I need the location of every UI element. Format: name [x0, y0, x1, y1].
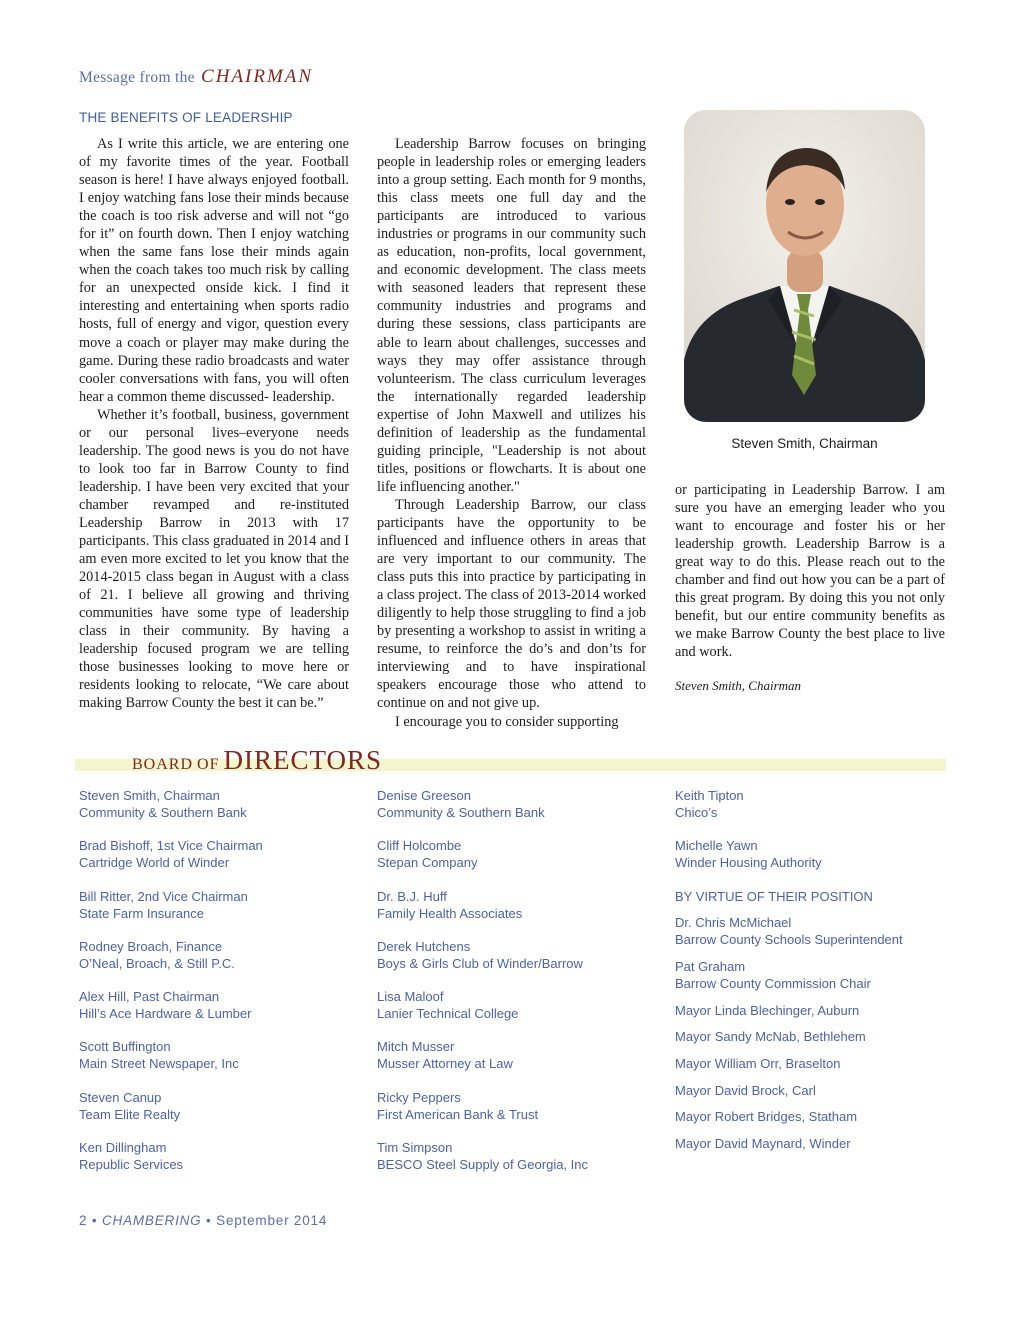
directors-column-2 [377, 787, 588, 1189]
article-signature: Steven Smith, Chairman [675, 678, 802, 694]
article-paragraph: Leadership Barrow focuses on bringing people in leadership roles or emerging leaders into a group setting. Each month for 9 months, this class meets one full day and the participants are introduced to various industries or programs in our community such as education, non-profits, local government, and economic development. The class meets with seasoned leaders that represent these community industries and programs and during these sessions, class participants are able to learn about challenges, successes and ways they may offer assistance through volunteerism. The class curriculum leverages the internationally regarded leadership expertise of John Maxwell and utilizes his definition of leadership as the fundamental guiding principle, "Leadership is not about titles, positions or flowcharts. It is about one life influencing another." [377, 136, 646, 495]
page-header [79, 66, 313, 88]
director-name: Cliff Holcombe [377, 838, 462, 854]
director-entry [79, 1139, 263, 1189]
footer-separator: • [91, 1213, 98, 1228]
director-name: Steven Smith, Chairman [79, 788, 220, 803]
board-title [132, 745, 382, 776]
director-name: Tim Simpson [377, 1140, 453, 1156]
director-entry [675, 837, 903, 887]
portrait-caption: Steven Smith, Chairman [731, 436, 878, 451]
board-title-word: BOARD [132, 756, 194, 773]
director-entry [377, 787, 588, 837]
article-paragraph: As I write this article, we are entering one of my favorite times of the year. Football season is here! I have always enjoyed football. I enjoy watching fans lose their minds because the coach is too risk adverse and will not “go for it” on fourth down. Then I enjoy watching when the same fans lose their minds again when the coach takes too much risk by calling for an unexpected onside kick. I find it interesting and entertaining when sports radio hosts, full of energy and vigor, question every move a coach or player may make during the game. During these radio broadcasts and water cooler conversations with fans, you will often hear a common theme discussed- leadership. [79, 136, 349, 405]
director-org: Republic Services [79, 1157, 184, 1173]
position-entry: Mayor Sandy McNab, Bethlehem [675, 1029, 866, 1045]
director-name: Lisa Maloof [377, 989, 444, 1005]
position-entry [675, 958, 903, 1002]
position-entry: Mayor Linda Blechinger, Auburn [675, 1002, 860, 1018]
position-org: Barrow County Schools Superintendent [675, 931, 903, 947]
director-entry [79, 1038, 263, 1088]
directors-column-3 [675, 787, 903, 1162]
header-main: CHAIRMAN [201, 66, 314, 87]
article-paragraph: Whether it’s football, business, government or our personal lives–everyone needs leadership. The good news is you do not have to look too far in Barrow County to find leadership. I have been very excited that your chamber revamped and re-instituted Leadership Barrow in 2013 with 17 participants. This class graduated in 2014 and I am even more excited to let you know that the 2014-2015 class began in August with a class of 21. I believe all growing and thriving communities have some type of leadership class in their community. By having a leadership focused program we are telling those businesses looking to move here or residents looking to relocate, “We care about making Barrow County the best it can be.” [79, 406, 349, 712]
director-org: Stepan Company [377, 855, 478, 871]
page-footer [79, 1213, 327, 1228]
position-entry: Mayor David Brock, Carl [675, 1082, 816, 1098]
director-org: BESCO Steel Supply of Georgia, Inc [377, 1157, 588, 1173]
article-column-2 [377, 135, 646, 731]
director-entry [377, 888, 588, 938]
director-entry [79, 1089, 263, 1139]
director-name: Ricky Peppers [377, 1089, 461, 1105]
director-name: Ken Dillingham [79, 1140, 167, 1156]
director-org: Cartridge World of Winder [79, 855, 230, 871]
position-org: Barrow County Commission Chair [675, 975, 871, 991]
director-entry [377, 988, 588, 1038]
header-sub: Message from the [79, 69, 195, 86]
footer-separator: • [206, 1213, 212, 1228]
director-entry [377, 1038, 588, 1088]
directors-column-1 [79, 787, 263, 1189]
board-title-word: DIRECTORS [223, 745, 382, 775]
director-name: Steven Canup [79, 1089, 162, 1105]
director-org: Main Street Newspaper, Inc [79, 1056, 239, 1072]
director-org: Team Elite Realty [79, 1106, 181, 1122]
director-entry [377, 1089, 588, 1139]
director-entry [377, 1139, 588, 1189]
director-name: Mitch Musser [377, 1039, 455, 1055]
position-entry: Mayor William Orr, Braselton [675, 1055, 841, 1071]
position-entry: Mayor David Maynard, Winder [675, 1136, 851, 1152]
director-org: Family Health Associates [377, 905, 523, 921]
director-org: Boys & Girls Club of Winder/Barrow [377, 955, 583, 971]
director-entry [79, 938, 263, 988]
director-org: Winder Housing Authority [675, 855, 822, 871]
magazine-name: CHAMBERING [101, 1213, 202, 1228]
article-paragraph: I encourage you to consider supporting [395, 713, 619, 730]
position-name: Dr. Chris McMichael [675, 914, 792, 930]
page-number: 2 [79, 1213, 88, 1228]
director-org: O’Neal, Broach, & Still P.C. [79, 955, 235, 971]
director-entry [79, 988, 263, 1038]
article-paragraph: Through Leadership Barrow, our class participants have the opportunity to be influenced and influence others in areas that are very important to our community. The class puts this into practice by participating in a class project. The class of 2013-2014 worked diligently to help those struggling to find a job by presenting a workshop to assist in writing a resume, to reinforce the do’s and don’ts for interviewing and to have inspirational speakers encourage those who attend to continue on and not give up. [377, 496, 646, 712]
position-entry [675, 914, 903, 958]
director-entry [377, 837, 588, 887]
position-heading: BY VIRTUE OF THEIR POSITION [675, 888, 873, 904]
director-name: Keith Tipton [675, 788, 744, 803]
director-org: Community & Southern Bank [79, 805, 247, 820]
article-column-1 [79, 135, 349, 713]
director-org: Musser Attorney at Law [377, 1056, 513, 1072]
portrait-photo [684, 110, 925, 422]
position-entry: Mayor Robert Bridges, Statham [675, 1109, 858, 1125]
board-title-word: OF [197, 756, 220, 773]
issue-date: September 2014 [216, 1213, 328, 1228]
position-name: Pat Graham [675, 958, 746, 974]
director-name: Denise Greeson [377, 788, 471, 803]
director-org: Community & Southern Bank [377, 805, 545, 820]
director-org: First American Bank & Trust [377, 1106, 539, 1122]
director-entry [79, 888, 263, 938]
director-org: Lanier Technical College [377, 1006, 519, 1022]
director-name: Scott Buffington [79, 1039, 171, 1055]
director-entry [675, 787, 903, 837]
director-entry [79, 837, 263, 887]
director-name: Derek Hutchens [377, 938, 471, 954]
director-name: Michelle Yawn [675, 838, 758, 854]
article-title: THE BENEFITS OF LEADERSHIP [79, 110, 293, 125]
chairman-portrait [684, 110, 925, 422]
director-org: State Farm Insurance [79, 905, 204, 921]
director-name: Dr. B.J. Huff [377, 888, 447, 904]
director-entry [79, 787, 263, 837]
article-paragraph: or participating in Leadership Barrow. I am sure you have an emerging leader who you want to encourage and foster his or her leadership growth. Leadership Barrow is a great way to do this. Please reach out to the chamber and find out how you can be a part of this great program. By doing this you not only benefit, but our entire community benefits as we make Barrow County the best place to live and work. [675, 482, 945, 661]
director-org: Hill’s Ace Hardware & Lumber [79, 1006, 252, 1022]
director-name: Brad Bishoff, 1st Vice Chairman [79, 838, 263, 854]
director-name: Bill Ritter, 2nd Vice Chairman [79, 888, 248, 904]
article-column-3 [675, 481, 945, 696]
director-org: Chico’s [675, 805, 718, 820]
director-name: Alex Hill, Past Chairman [79, 989, 220, 1005]
director-entry [377, 938, 588, 988]
director-name: Rodney Broach, Finance [79, 938, 223, 954]
